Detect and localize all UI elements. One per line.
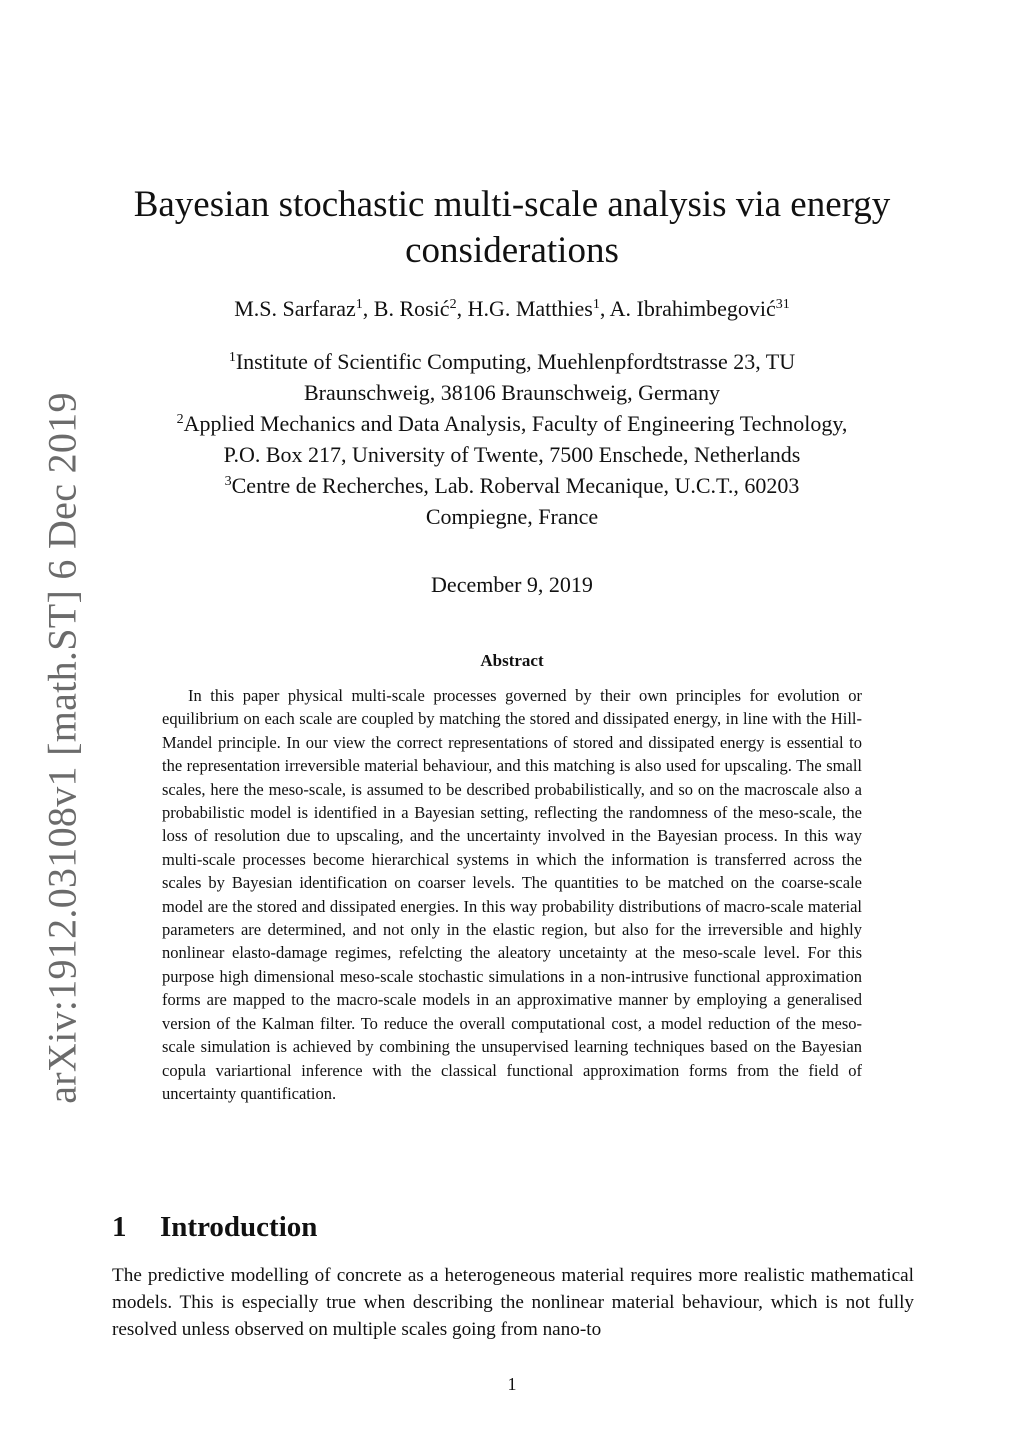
- page-number: 1: [507, 1374, 517, 1394]
- paper-title-line-1: Bayesian stochastic multi-scale analysis via energy: [133, 184, 891, 225]
- affiliation-3: $^3$Centre de Recherches, Lab. Roberval Mecanique, U.C.T., 60203 Compiegne, France: [224, 473, 800, 529]
- publication-date: December 9, 2019: [431, 572, 593, 597]
- abstract-heading: Abstract: [480, 651, 544, 670]
- author: A. Ibrahimbegović$^{31}$: [609, 296, 790, 321]
- affiliation-1: $^1$Institute of Scientific Computing, Muehlenpfordtstrasse 23, TU Braunschweig, 38106 Braunschweig, Germany: [228, 349, 796, 405]
- introduction-text: The predictive modelling of concrete as a heterogeneous material requires more realistic mathematical models. This is especially true when describing the nonlinear material behaviour, which is not fully resolved unless observed on multiple scales going from nano-to: [112, 1265, 914, 1340]
- author: H.G. Matthies$^1$,: [467, 296, 610, 321]
- affiliation-2: $^2$Applied Mechanics and Data Analysis, Faculty of Engineering Technology, P.O. Box 217, University of Twente, 7500 Enschede, Netherlands: [176, 411, 848, 467]
- arxiv-identifier-stamp: arXiv:1912.03108v1 [math.ST] 6 Dec 2019: [39, 392, 85, 1104]
- author-list: [112, 294, 912, 324]
- author: M.S. Sarfaraz$^1$,: [234, 296, 374, 321]
- section-title: Introduction: [160, 1211, 318, 1243]
- section-number: 1: [112, 1211, 127, 1243]
- abstract-text: In this paper physical multi-scale processes governed by their own principles for evolution or equilibrium on each scale are coupled by matching the stored and dissipated energy, in line with the Hill-Mandel principle. In our view the correct representations of stored and dissipated energy is essential to the representation irreversible material behaviour, and this matching is also used for upscaling. The small scales, here the meso-scale, is assumed to be described probabilistically, and so on the macroscale also a probabilistic model is identified in a Bayesian setting, reflecting the randomness of the meso-scale, the loss of resolution due to upscaling, and the uncertainty involved in the Bayesian process. In this way multi-scale processes become hierarchical systems in which the information is transferred across the scales by Bayesian identification on coarser levels. The quantities to be matched on the coarse-scale model are the stored and dissipated energies. In this way probability distributions of macro-scale material parameters are determined, and not only in the elastic region, but also for the irreversible and highly nonlinear elasto-damage regimes, refelcting the aleatory uncetainty at the meso-scale level. For this purpose high dimensional meso-scale stochastic simulations in a non-intrusive functional approximation forms are mapped to the macro-scale models in an approximative manner by employing a generalised version of the Kalman filter. To reduce the overall computational cost, a model reduction of the meso-scale simulation is achieved by combining the unsupervised learning techniques based on the Bayesian copula variartional inference with the classical functional approximation forms from the field of uncertainty quantification.: [162, 686, 862, 1103]
- paper-title: [112, 182, 912, 274]
- author: B. Rosić$^2$,: [373, 296, 468, 321]
- section-heading-introduction: [112, 1208, 912, 1246]
- paper-title-line-2: considerations: [405, 230, 619, 271]
- affiliation-list: [96, 346, 928, 532]
